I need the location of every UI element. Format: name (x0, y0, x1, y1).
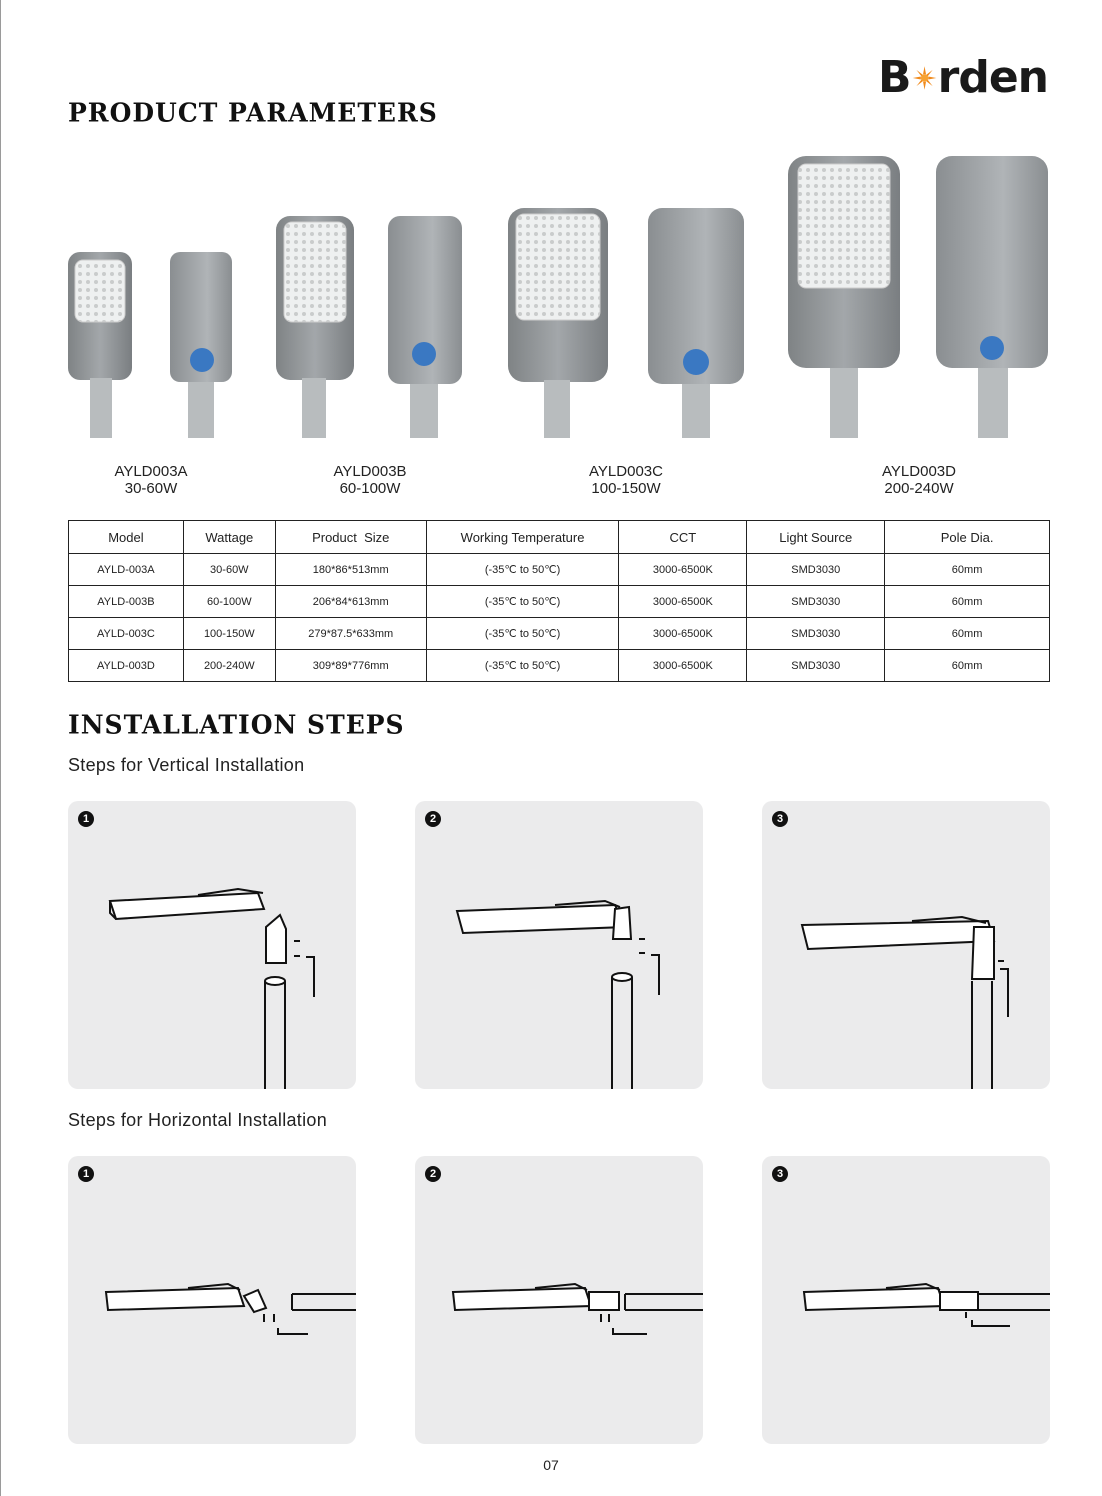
page-number: 07 (543, 1457, 559, 1473)
vertical-step-1-diagram (68, 801, 356, 1089)
logo-letters-rden: rden (937, 52, 1048, 103)
step-number-badge: 1 (78, 1166, 94, 1182)
ayldb-front-image (276, 216, 354, 438)
table-cell: 279*87.5*633mm (275, 618, 426, 650)
step-number-badge: 2 (425, 811, 441, 827)
table-cell: (-35℃ to 50℃) (426, 618, 619, 650)
table-header-cell: Pole Dia. (885, 521, 1050, 554)
product-model: AYLD003B (333, 463, 407, 480)
table-cell: 3000-6500K (619, 618, 747, 650)
table-cell: 309*89*776mm (275, 650, 426, 682)
product-wattage: 60-100W (339, 480, 401, 497)
table-cell: 3000-6500K (619, 554, 747, 586)
horizontal-step-1 (68, 1156, 356, 1444)
table-cell: 30-60W (183, 554, 275, 586)
product-label-a (71, 463, 231, 497)
table-row (69, 586, 1050, 618)
vertical-step-2 (415, 801, 703, 1089)
ayldd-back-image (936, 156, 1048, 438)
ayldb-back-image (388, 216, 462, 438)
aylda-back-image (170, 252, 232, 438)
table-cell: 60mm (885, 554, 1050, 586)
vertical-step-3-diagram (762, 801, 1050, 1089)
horizontal-step-3 (762, 1156, 1050, 1444)
horizontal-step-2 (415, 1156, 703, 1444)
table-cell: 180*86*513mm (275, 554, 426, 586)
sun-logo-icon (912, 61, 937, 95)
ayldc-back-image (648, 208, 744, 438)
table-cell: 60mm (885, 618, 1050, 650)
table-header-row (69, 521, 1050, 554)
table-row (69, 618, 1050, 650)
product-wattage: 30-60W (124, 480, 178, 497)
product-label-b (290, 463, 450, 497)
table-cell: 200-240W (183, 650, 275, 682)
step-number-badge: 3 (772, 1166, 788, 1182)
horizontal-step-1-diagram (68, 1156, 356, 1444)
ayldc-front-image (508, 208, 608, 438)
table-cell: AYLD-003C (69, 618, 184, 650)
table-cell: 3000-6500K (619, 586, 747, 618)
vertical-step-1 (68, 801, 356, 1089)
table-header-cell: Wattage (183, 521, 275, 554)
installation-steps-title: INSTALLATION STEPS (68, 709, 405, 740)
table-header-cell: Product Size (275, 521, 426, 554)
step-number-badge: 1 (78, 811, 94, 827)
table-cell: AYLD-003A (69, 554, 184, 586)
step-number-badge: 2 (425, 1166, 441, 1182)
product-model: AYLD003D (882, 463, 956, 480)
table-cell: (-35℃ to 50℃) (426, 650, 619, 682)
table-cell: SMD3030 (747, 586, 885, 618)
horizontal-step-3-diagram (762, 1156, 1050, 1444)
table-cell: 206*84*613mm (275, 586, 426, 618)
vertical-installation-subtitle: Steps for Vertical Installation (68, 755, 305, 775)
product-label-c (546, 463, 706, 497)
table-cell: SMD3030 (747, 554, 885, 586)
table-header-cell: Working Temperature (426, 521, 619, 554)
step-number-badge: 3 (772, 811, 788, 827)
aylda-front-image (68, 252, 132, 438)
vertical-step-3 (762, 801, 1050, 1089)
product-wattage: 100-150W (591, 480, 661, 497)
product-label-d (839, 463, 999, 497)
table-cell: SMD3030 (747, 650, 885, 682)
table-cell: 60-100W (183, 586, 275, 618)
product-model: AYLD003C (589, 463, 663, 480)
vertical-step-2-diagram (415, 801, 703, 1089)
page-left-border (0, 0, 1, 1496)
street-light-illustrations (60, 150, 1060, 450)
table-cell: 100-150W (183, 618, 275, 650)
product-wattage: 200-240W (884, 480, 954, 497)
ayldd-front-image (788, 156, 900, 438)
table-row (69, 650, 1050, 682)
logo-letter-b: B (878, 52, 911, 103)
table-cell: 3000-6500K (619, 650, 747, 682)
table-header-cell: Model (69, 521, 184, 554)
horizontal-step-2-diagram (415, 1156, 703, 1444)
borden-logo (878, 52, 1048, 103)
product-parameters-table (68, 520, 1050, 682)
horizontal-installation-subtitle: Steps for Horizontal Installation (68, 1110, 328, 1130)
table-cell: 60mm (885, 650, 1050, 682)
product-images (60, 150, 1060, 500)
table-cell: 60mm (885, 586, 1050, 618)
table-cell: AYLD-003B (69, 586, 184, 618)
product-model: AYLD003A (114, 463, 188, 480)
table-cell: (-35℃ to 50℃) (426, 554, 619, 586)
table-header-cell: CCT (619, 521, 747, 554)
table-cell: (-35℃ to 50℃) (426, 586, 619, 618)
table-row (69, 554, 1050, 586)
product-parameters-title: PRODUCT PARAMETERS (68, 97, 438, 128)
table-header-cell: Light Source (747, 521, 885, 554)
table-cell: AYLD-003D (69, 650, 184, 682)
table-cell: SMD3030 (747, 618, 885, 650)
